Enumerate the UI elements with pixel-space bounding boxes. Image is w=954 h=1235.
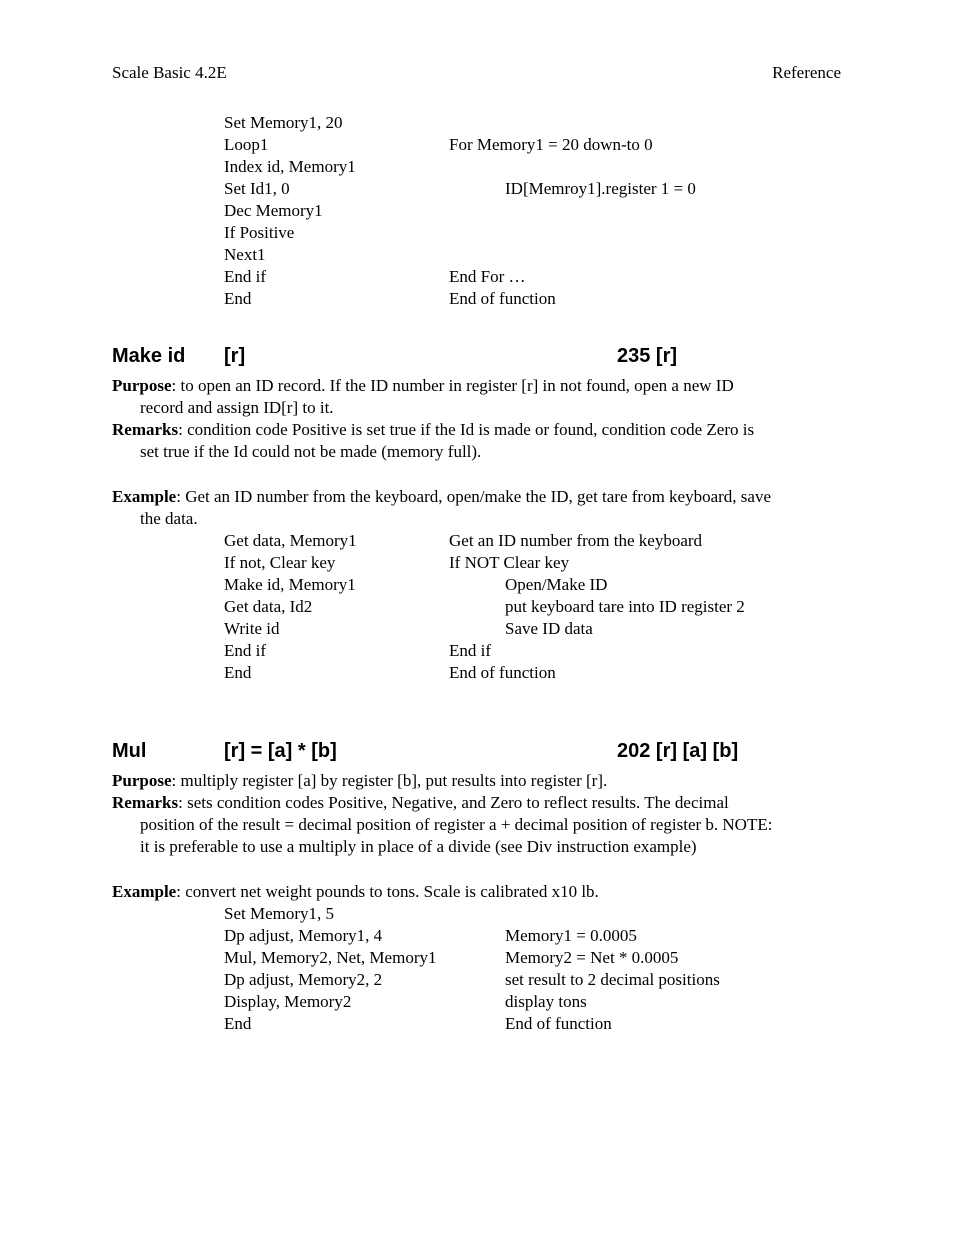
remarks-text: : condition code Positive is set true if the Id is made or found, condition code Zero is bbox=[178, 420, 755, 439]
code-line: End bbox=[224, 663, 252, 682]
code-line: Set Id1, 0 bbox=[224, 179, 290, 198]
code-comment: put keyboard tare into ID register 2 bbox=[505, 597, 745, 616]
purpose-text: : to open an ID record. If the ID number in register [r] in not found, open a new ID bbox=[171, 376, 734, 395]
code-comment: set result to 2 decimal positions bbox=[505, 970, 720, 989]
code-line: Set Memory1, 20 bbox=[224, 113, 343, 132]
code-comment: End of function bbox=[449, 289, 556, 308]
code-line: Get data, Id2 bbox=[224, 597, 313, 616]
code-line: End bbox=[224, 289, 252, 308]
remarks-text-cont: set true if the Id could not be made (memory full). bbox=[140, 442, 482, 461]
code-comment: For Memory1 = 20 down-to 0 bbox=[449, 135, 653, 154]
code-comment: End For … bbox=[449, 267, 526, 286]
instruction-name-mul: Mul bbox=[112, 740, 147, 762]
code-comment: End of function bbox=[505, 1014, 612, 1033]
code-line: Next1 bbox=[224, 245, 266, 264]
code-comment: End if bbox=[449, 641, 492, 660]
example-label: Example bbox=[112, 487, 177, 506]
code-comment: Get an ID number from the keyboard bbox=[449, 531, 703, 550]
code-line: Mul, Memory2, Net, Memory1 bbox=[224, 948, 437, 967]
code-line: End bbox=[224, 1014, 252, 1033]
remarks-paragraph-mul bbox=[112, 792, 842, 858]
instruction-opcode-mul: 202 [r] [a] [b] bbox=[617, 740, 739, 762]
running-header-left: Scale Basic 4.2E bbox=[112, 63, 227, 82]
remarks-text-cont: position of the result = decimal position of register a + decimal position of register b. NOTE: bbox=[140, 815, 773, 834]
instruction-opcode-makeid: 235 [r] bbox=[617, 345, 678, 367]
instruction-syntax-mul: [r] = [a] * [b] bbox=[224, 740, 337, 762]
code-line: Index id, Memory1 bbox=[224, 157, 356, 176]
instruction-syntax-makeid: [r] bbox=[224, 345, 246, 367]
code-comment: Memory1 = 0.0005 bbox=[505, 926, 637, 945]
code-comment: Save ID data bbox=[505, 619, 593, 638]
remarks-text-cont: it is preferable to use a multiply in place of a divide (see Div instruction example) bbox=[140, 837, 697, 856]
code-comment: Open/Make ID bbox=[505, 575, 608, 594]
purpose-text: : multiply register [a] by register [b], put results into register [r]. bbox=[171, 771, 608, 790]
code-line: Write id bbox=[224, 619, 280, 638]
running-header-right: Reference bbox=[772, 63, 841, 82]
example-paragraph-makeid bbox=[112, 486, 842, 530]
code-line: End if bbox=[224, 641, 267, 660]
example-text: : Get an ID number from the keyboard, open/make the ID, get tare from keyboard, save bbox=[176, 487, 772, 506]
code-line: End if bbox=[224, 267, 267, 286]
code-comment: display tons bbox=[505, 992, 587, 1011]
code-line: If Positive bbox=[224, 223, 295, 242]
code-line: Loop1 bbox=[224, 135, 269, 154]
purpose-paragraph-makeid bbox=[112, 375, 842, 419]
code-comment: If NOT Clear key bbox=[449, 553, 570, 572]
code-comment: Memory2 = Net * 0.0005 bbox=[505, 948, 679, 967]
purpose-label: Purpose bbox=[112, 376, 172, 395]
code-line: Dp adjust, Memory1, 4 bbox=[224, 926, 383, 945]
example-text-cont: the data. bbox=[140, 509, 198, 528]
purpose-label: Purpose bbox=[112, 771, 172, 790]
remarks-text: : sets condition codes Positive, Negative, and Zero to reflect results. The decimal bbox=[178, 793, 729, 812]
code-line: Get data, Memory1 bbox=[224, 531, 357, 550]
example-label: Example bbox=[112, 882, 177, 901]
remarks-label: Remarks bbox=[112, 420, 179, 439]
code-line: If not, Clear key bbox=[224, 553, 336, 572]
code-line: Set Memory1, 5 bbox=[224, 904, 335, 923]
purpose-text-cont: record and assign ID[r] to it. bbox=[140, 398, 334, 417]
instruction-name-makeid: Make id bbox=[112, 345, 186, 367]
example-paragraph-mul bbox=[112, 881, 842, 903]
code-comment: End of function bbox=[449, 663, 556, 682]
code-line: Display, Memory2 bbox=[224, 992, 352, 1011]
code-line: Make id, Memory1 bbox=[224, 575, 356, 594]
code-line: Dec Memory1 bbox=[224, 201, 323, 220]
code-line: Dp adjust, Memory2, 2 bbox=[224, 970, 383, 989]
code-comment: ID[Memroy1].register 1 = 0 bbox=[505, 179, 696, 198]
remarks-paragraph-makeid bbox=[112, 419, 842, 463]
purpose-paragraph-mul bbox=[112, 770, 842, 792]
remarks-label: Remarks bbox=[112, 793, 179, 812]
example-text: : convert net weight pounds to tons. Scale is calibrated x10 lb. bbox=[176, 882, 599, 901]
